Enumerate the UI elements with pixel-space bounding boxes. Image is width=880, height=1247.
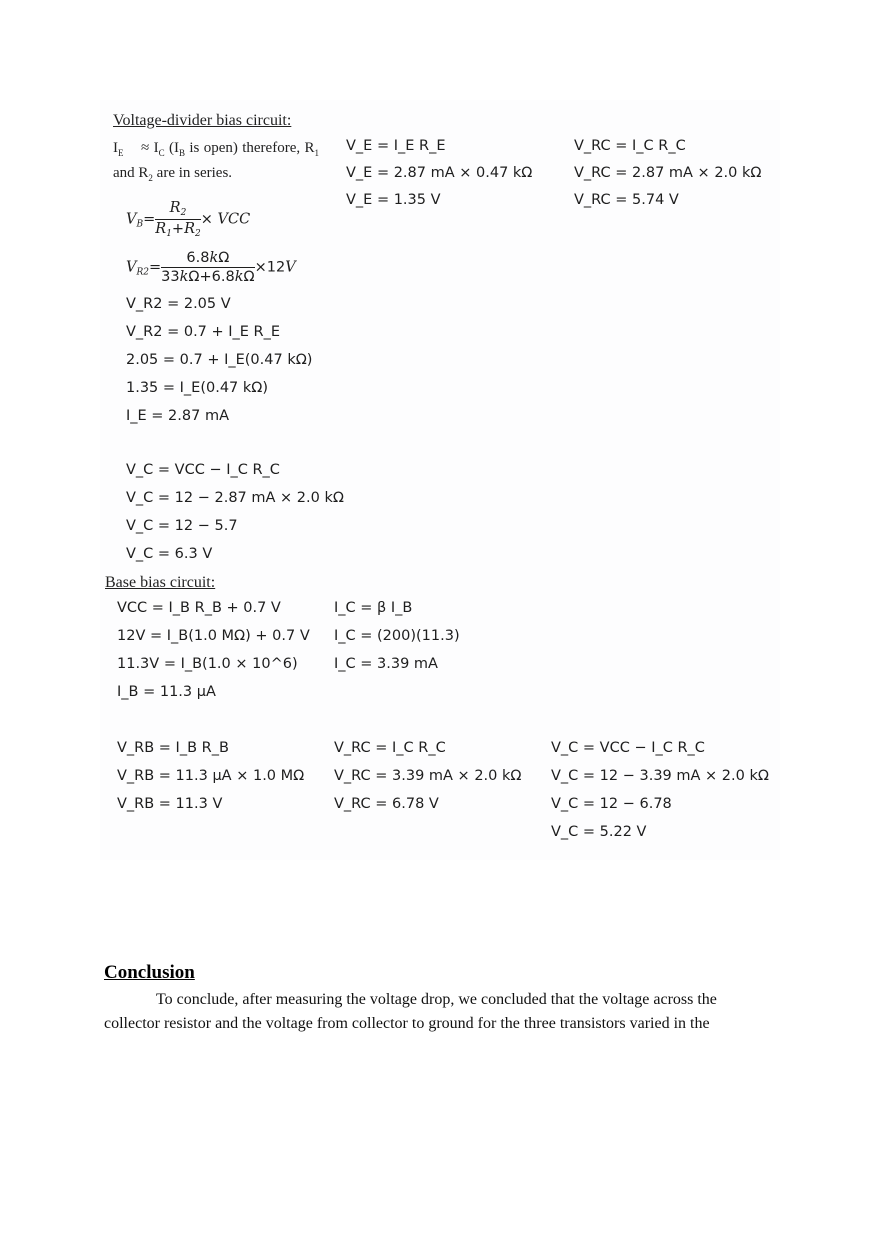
eq-ve-line: V_E = 2.87 mA × 0.47 kΩ [346, 165, 533, 181]
eq-vc2-line: V_C = VCC − I_C R_C [551, 740, 705, 756]
voltage-divider-intro: $I_E$ ≈ $I_C$ ($I_B$ is open) therefore, $R_1$ and $R_2$ are in series. [113, 140, 319, 183]
eq-vc2-line: V_C = 12 − 3.39 mA × 2.0 kΩ [551, 768, 769, 784]
eq-vrc2-line: V_RC = 6.78 V [334, 796, 439, 812]
eq-vc2-line: V_C = 12 − 6.78 [551, 796, 672, 812]
eq-vrc-line: V_RC = 5.74 V [574, 192, 679, 208]
eq-vrc2-line: V_RC = I_C R_C [334, 740, 446, 756]
eq-vrc-line: V_RC = 2.87 mA × 2.0 kΩ [574, 165, 762, 181]
eq-vc-line: V_C = VCC − I_C R_C [126, 462, 280, 478]
eq-col1-line: 1.35 = I_E(0.47 kΩ) [126, 380, 269, 396]
eq-ic-line: I_C = 3.39 mA [334, 656, 438, 672]
eq-vc-line: V_C = 6.3 V [126, 546, 213, 562]
base-bias-title: Base bias circuit: [105, 574, 216, 591]
eq-ic-line: I_C = (200)(11.3) [334, 628, 460, 644]
eq-vr2-divider: $V_{R2}=$ $\frac{6.8k\Omega}{33k\Omega+6.8k\Omega}$ ×12V [126, 250, 296, 285]
eq-vc-line: V_C = 12 − 2.87 mA × 2.0 kΩ [126, 490, 344, 506]
eq-base-line: 11.3V = I_B(1.0 × 10^6) [117, 656, 298, 672]
conclusion-paragraph: To conclude, after measuring the voltage drop, we concluded that the voltage across the collector resistor and the voltage from collector to ground for the three transistors varied in the [104, 991, 717, 1032]
eq-vrc2-line: V_RC = 3.39 mA × 2.0 kΩ [334, 768, 522, 784]
eq-vc-line: V_C = 12 − 5.7 [126, 518, 238, 534]
conclusion-heading: Conclusion [104, 962, 195, 983]
eq-col1-line: V_R2 = 0.7 + I_E R_E [126, 324, 281, 340]
eq-ve-line: V_E = 1.35 V [346, 192, 441, 208]
eq-col1-line: V_R2 = 2.05 V [126, 296, 231, 312]
eq-base-line: I_B = 11.3 µA [117, 684, 216, 700]
eq-ve-line: V_E = I_E R_E [346, 138, 446, 154]
eq-base-line: 12V = I_B(1.0 MΩ) + 0.7 V [117, 628, 310, 644]
eq-vrc-line: V_RC = I_C R_C [574, 138, 686, 154]
eq-base-line: VCC = I_B R_B + 0.7 V [117, 600, 281, 616]
eq-vrb-line: V_RB = 11.3 V [117, 796, 223, 812]
voltage-divider-title: Voltage-divider bias circuit: [113, 112, 292, 129]
eq-vrb-line: V_RB = 11.3 µA × 1.0 MΩ [117, 768, 305, 784]
eq-col1-line: I_E = 2.87 mA [126, 408, 229, 424]
eq-vc2-line: V_C = 5.22 V [551, 824, 647, 840]
eq-ic-line: I_C = β I_B [334, 600, 413, 616]
eq-vrb-line: V_RB = I_B R_B [117, 740, 229, 756]
eq-col1-line: 2.05 = 0.7 + I_E(0.47 kΩ) [126, 352, 313, 368]
eq-vb-divider: $V_B=$ $\frac{R_2}{R_1+R_2}$ × VCC [126, 200, 251, 239]
